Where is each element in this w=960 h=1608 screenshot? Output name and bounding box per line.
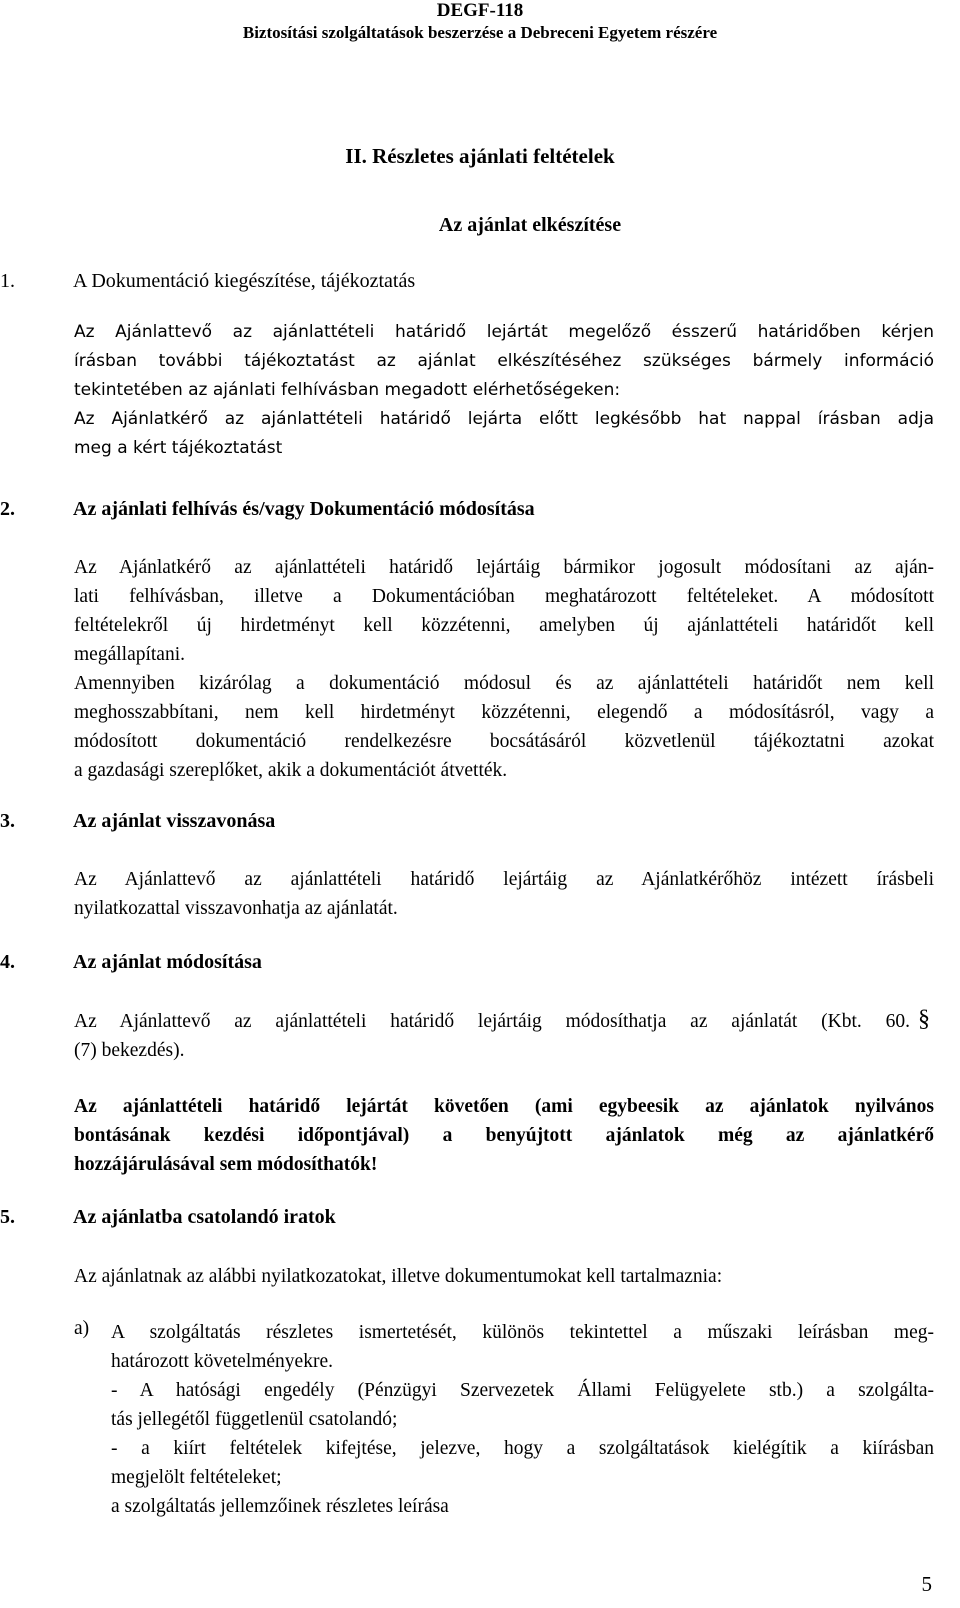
list-item-body — [111, 1318, 934, 1521]
section-4-heading: Az ajánlat módosítása — [73, 951, 262, 973]
document-subtitle: Biztosítási szolgáltatások beszerzése a Debreceni Egyetem részére — [242, 23, 718, 42]
section-1-body — [74, 318, 934, 463]
section-1-heading: A Dokumentáció kiegészítése, tájékoztatás — [73, 270, 416, 292]
text-line: tekintetében az ajánlati felhívásban megadott elérhetőségeken: — [74, 380, 621, 400]
text-line: hozzájárulásával sem módosíthatók! — [74, 1154, 378, 1175]
text-line: nyilatkozattal visszavonhatja az ajánlatát. — [74, 898, 398, 919]
section-1-number: 1. — [0, 270, 15, 292]
document-code: DEGF-118 — [436, 0, 524, 21]
text-line: meg a kért tájékoztatást — [74, 438, 283, 458]
text-line: Amennyiben kizárólag a dokumentáció módosul és az ajánlattételi határidőt nem kell — [74, 673, 934, 694]
text-line: Az Ajánlatkérő az ajánlattételi határidő lejártáig bármikor jogosult módosítani az aján- — [74, 557, 934, 578]
section-5-number: 5. — [0, 1206, 15, 1228]
text-line: a gazdasági szereplőket, akik a dokumentációt átvették. — [74, 760, 508, 781]
sub-title: Az ajánlat elkészítése — [438, 214, 622, 236]
section-mark: § — [918, 1006, 930, 1032]
text-line: meghosszabbítani, nem kell hirdetményt közzétenni, elegendő a módosításról, vagy a — [74, 702, 934, 723]
section-3-heading: Az ajánlat visszavonása — [73, 810, 276, 832]
section-4-number: 4. — [0, 951, 15, 973]
list-item-label: a) — [74, 1318, 90, 1339]
text-line: megjelölt feltételeket; — [111, 1467, 282, 1488]
main-title: II. Részletes ajánlati feltételek — [345, 144, 615, 168]
text-line: írásban további tájékoztatást az ajánlat elkészítéséhez szükséges bármely információ — [74, 351, 934, 371]
text-line: feltételekről új hirdetményt kell közzétenni, amelyben új ajánlattételi határidőt kell — [74, 615, 934, 636]
text-line: Az Ajánlattevő az ajánlattételi határidő lejártáig az Ajánlatkérőhöz intézett írásbeli — [74, 869, 934, 890]
section-2-heading: Az ajánlati felhívás és/vagy Dokumentáció módosítása — [73, 498, 535, 520]
text-line: módosított dokumentáció rendelkezésre bocsátásáról közvetlenül tájékoztatni azokat — [74, 731, 934, 752]
text-line: határozott követelményekre. — [111, 1351, 333, 1372]
section-5-intro — [74, 1262, 934, 1291]
text-line: Az ajánlatnak az alábbi nyilatkozatokat, illetve dokumentumokat kell tartalmaznia: — [74, 1266, 723, 1287]
section-3-number: 3. — [0, 810, 15, 832]
text-line: Az ajánlattételi határidő lejártát követően (ami egybeesik az ajánlatok nyilvános — [74, 1096, 934, 1117]
page-number: 5 — [921, 1572, 932, 1596]
section-4-notice — [74, 1092, 934, 1179]
section-4-body — [74, 1007, 910, 1065]
text-line: bontásának kezdési időpontjával) a benyújtott ajánlatok még az ajánlatkérő — [74, 1125, 934, 1146]
text-line: (7) bekezdés). — [74, 1040, 185, 1061]
text-line: A szolgáltatás részletes ismertetését, különös tekintettel a műszaki leírásban meg- — [111, 1322, 934, 1343]
text-line: megállapítani. — [74, 644, 186, 665]
section-2-body — [74, 553, 934, 785]
text-line: tás jellegétől függetlenül csatolandó; — [111, 1409, 398, 1430]
section-2-number: 2. — [0, 498, 15, 520]
text-line: - A hatósági engedély (Pénzügyi Szervezetek Állami Felügyelete stb.) a szolgálta- — [111, 1380, 934, 1401]
text-line: Az Ajánlattevő az ajánlattételi határidő lejártát megelőző ésszerű határidőben kérjen — [74, 322, 934, 342]
text-line: lati felhívásban, illetve a Dokumentációban meghatározott feltételeket. A módosított — [74, 586, 934, 607]
text-line: Az Ajánlattevő az ajánlattételi határidő lejártáig módosíthatja az ajánlatát (Kbt. 60. — [74, 1011, 910, 1032]
text-line: Az Ajánlatkérő az ajánlattételi határidő lejárta előtt legkésőbb hat nappal írásban adja — [74, 409, 934, 429]
section-3-body — [74, 865, 934, 923]
text-line: - a kiírt feltételek kifejtése, jelezve, hogy a szolgáltatások kielégítik a kiírásban — [111, 1438, 934, 1459]
text-line: a szolgáltatás jellemzőinek részletes leírása — [111, 1496, 449, 1517]
section-5-heading: Az ajánlatba csatolandó iratok — [73, 1206, 336, 1228]
